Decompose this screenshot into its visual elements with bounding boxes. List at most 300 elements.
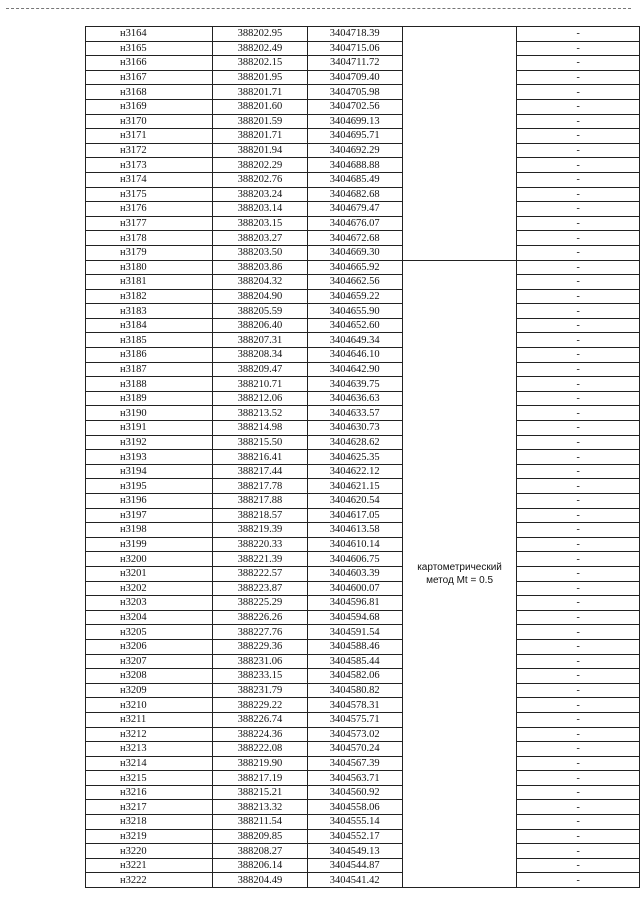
y-coordinate-cell: 3404646.10 <box>307 348 402 363</box>
x-coordinate-cell: 388208.27 <box>213 844 308 859</box>
table-row <box>86 537 640 552</box>
point-name-cell: н3198 <box>86 523 213 538</box>
point-name-cell: н3169 <box>86 99 213 114</box>
x-coordinate-cell: 388233.15 <box>213 669 308 684</box>
error-cell: - <box>517 596 640 611</box>
y-coordinate-cell: 3404567.39 <box>307 756 402 771</box>
y-coordinate-cell: 3404711.72 <box>307 56 402 71</box>
x-coordinate-cell: 388201.95 <box>213 70 308 85</box>
table-row <box>86 304 640 319</box>
point-name-cell: н3164 <box>86 27 213 42</box>
point-name-cell: н3216 <box>86 785 213 800</box>
x-coordinate-cell: 388214.98 <box>213 421 308 436</box>
table-row <box>86 333 640 348</box>
error-cell: - <box>517 348 640 363</box>
x-coordinate-cell: 388201.59 <box>213 114 308 129</box>
point-name-cell: н3165 <box>86 41 213 56</box>
y-coordinate-cell: 3404642.90 <box>307 362 402 377</box>
x-coordinate-cell: 388219.39 <box>213 523 308 538</box>
table-row <box>86 669 640 684</box>
point-name-cell: н3206 <box>86 639 213 654</box>
x-coordinate-cell: 388231.79 <box>213 683 308 698</box>
point-name-cell: н3201 <box>86 566 213 581</box>
point-name-cell: н3173 <box>86 158 213 173</box>
table-row <box>86 742 640 757</box>
table-row <box>86 683 640 698</box>
coordinates-table-body <box>86 27 640 888</box>
error-cell: - <box>517 56 640 71</box>
y-coordinate-cell: 3404591.54 <box>307 625 402 640</box>
error-cell: - <box>517 158 640 173</box>
error-cell: - <box>517 727 640 742</box>
table-row <box>86 275 640 290</box>
x-coordinate-cell: 388229.36 <box>213 639 308 654</box>
point-name-cell: н3182 <box>86 289 213 304</box>
x-coordinate-cell: 388202.49 <box>213 41 308 56</box>
point-name-cell: н3187 <box>86 362 213 377</box>
point-name-cell: н3205 <box>86 625 213 640</box>
point-name-cell: н3222 <box>86 873 213 888</box>
table-row <box>86 41 640 56</box>
point-name-cell: н3207 <box>86 654 213 669</box>
point-name-cell: н3176 <box>86 202 213 217</box>
error-cell: - <box>517 275 640 290</box>
error-cell: - <box>517 610 640 625</box>
point-name-cell: н3181 <box>86 275 213 290</box>
x-coordinate-cell: 388202.29 <box>213 158 308 173</box>
x-coordinate-cell: 388202.15 <box>213 56 308 71</box>
y-coordinate-cell: 3404578.31 <box>307 698 402 713</box>
table-row <box>86 873 640 888</box>
error-cell: - <box>517 858 640 873</box>
x-coordinate-cell: 388210.71 <box>213 377 308 392</box>
error-cell: - <box>517 70 640 85</box>
error-cell: - <box>517 99 640 114</box>
error-cell: - <box>517 698 640 713</box>
x-coordinate-cell: 388201.71 <box>213 129 308 144</box>
y-coordinate-cell: 3404613.58 <box>307 523 402 538</box>
error-cell: - <box>517 771 640 786</box>
table-row <box>86 99 640 114</box>
point-name-cell: н3168 <box>86 85 213 100</box>
y-coordinate-cell: 3404625.35 <box>307 450 402 465</box>
error-cell: - <box>517 129 640 144</box>
y-coordinate-cell: 3404705.98 <box>307 85 402 100</box>
y-coordinate-cell: 3404659.22 <box>307 289 402 304</box>
x-coordinate-cell: 388220.33 <box>213 537 308 552</box>
y-coordinate-cell: 3404552.17 <box>307 829 402 844</box>
x-coordinate-cell: 388206.14 <box>213 858 308 873</box>
table-row <box>86 858 640 873</box>
y-coordinate-cell: 3404560.92 <box>307 785 402 800</box>
point-name-cell: н3217 <box>86 800 213 815</box>
y-coordinate-cell: 3404544.87 <box>307 858 402 873</box>
y-coordinate-cell: 3404652.60 <box>307 318 402 333</box>
point-name-cell: н3190 <box>86 406 213 421</box>
point-name-cell: н3192 <box>86 435 213 450</box>
point-name-cell: н3170 <box>86 114 213 129</box>
table-row <box>86 172 640 187</box>
y-coordinate-cell: 3404541.42 <box>307 873 402 888</box>
point-name-cell: н3213 <box>86 742 213 757</box>
x-coordinate-cell: 388217.44 <box>213 464 308 479</box>
table-row <box>86 815 640 830</box>
x-coordinate-cell: 388209.47 <box>213 362 308 377</box>
point-name-cell: н3172 <box>86 143 213 158</box>
point-name-cell: н3178 <box>86 231 213 246</box>
y-coordinate-cell: 3404600.07 <box>307 581 402 596</box>
x-coordinate-cell: 388203.50 <box>213 245 308 260</box>
point-name-cell: н3208 <box>86 669 213 684</box>
point-name-cell: н3185 <box>86 333 213 348</box>
error-cell: - <box>517 85 640 100</box>
point-name-cell: н3186 <box>86 348 213 363</box>
error-cell: - <box>517 187 640 202</box>
y-coordinate-cell: 3404688.88 <box>307 158 402 173</box>
point-name-cell: н3211 <box>86 712 213 727</box>
y-coordinate-cell: 3404665.92 <box>307 260 402 275</box>
table-row <box>86 406 640 421</box>
error-cell: - <box>517 844 640 859</box>
table-row <box>86 70 640 85</box>
error-cell: - <box>517 406 640 421</box>
point-name-cell: н3200 <box>86 552 213 567</box>
x-coordinate-cell: 388206.40 <box>213 318 308 333</box>
table-row <box>86 129 640 144</box>
table-row <box>86 435 640 450</box>
y-coordinate-cell: 3404699.13 <box>307 114 402 129</box>
error-cell: - <box>517 260 640 275</box>
y-coordinate-cell: 3404617.05 <box>307 508 402 523</box>
table-row <box>86 260 640 275</box>
table-row <box>86 377 640 392</box>
y-coordinate-cell: 3404630.73 <box>307 421 402 436</box>
x-coordinate-cell: 388225.29 <box>213 596 308 611</box>
y-coordinate-cell: 3404621.15 <box>307 479 402 494</box>
point-name-cell: н3221 <box>86 858 213 873</box>
error-cell: - <box>517 421 640 436</box>
x-coordinate-cell: 388217.88 <box>213 494 308 509</box>
y-coordinate-cell: 3404709.40 <box>307 70 402 85</box>
x-coordinate-cell: 388203.24 <box>213 187 308 202</box>
y-coordinate-cell: 3404596.81 <box>307 596 402 611</box>
y-coordinate-cell: 3404606.75 <box>307 552 402 567</box>
point-name-cell: н3196 <box>86 494 213 509</box>
y-coordinate-cell: 3404649.34 <box>307 333 402 348</box>
point-name-cell: н3204 <box>86 610 213 625</box>
point-name-cell: н3179 <box>86 245 213 260</box>
point-name-cell: н3171 <box>86 129 213 144</box>
y-coordinate-cell: 3404549.13 <box>307 844 402 859</box>
error-cell: - <box>517 41 640 56</box>
y-coordinate-cell: 3404692.29 <box>307 143 402 158</box>
y-coordinate-cell: 3404573.02 <box>307 727 402 742</box>
y-coordinate-cell: 3404633.57 <box>307 406 402 421</box>
table-row <box>86 245 640 260</box>
table-row <box>86 187 640 202</box>
error-cell: - <box>517 245 640 260</box>
error-cell: - <box>517 231 640 246</box>
y-coordinate-cell: 3404628.62 <box>307 435 402 450</box>
error-cell: - <box>517 742 640 757</box>
y-coordinate-cell: 3404622.12 <box>307 464 402 479</box>
point-name-cell: н3191 <box>86 421 213 436</box>
error-cell: - <box>517 202 640 217</box>
y-coordinate-cell: 3404669.30 <box>307 245 402 260</box>
x-coordinate-cell: 388217.78 <box>213 479 308 494</box>
error-cell: - <box>517 639 640 654</box>
y-coordinate-cell: 3404679.47 <box>307 202 402 217</box>
y-coordinate-cell: 3404603.39 <box>307 566 402 581</box>
point-name-cell: н3210 <box>86 698 213 713</box>
x-coordinate-cell: 388201.71 <box>213 85 308 100</box>
y-coordinate-cell: 3404702.56 <box>307 99 402 114</box>
error-cell: - <box>517 712 640 727</box>
point-name-cell: н3218 <box>86 815 213 830</box>
table-row <box>86 785 640 800</box>
error-cell: - <box>517 333 640 348</box>
error-cell: - <box>517 815 640 830</box>
y-coordinate-cell: 3404620.54 <box>307 494 402 509</box>
error-cell: - <box>517 464 640 479</box>
error-cell: - <box>517 391 640 406</box>
x-coordinate-cell: 388205.59 <box>213 304 308 319</box>
error-cell: - <box>517 829 640 844</box>
error-cell: - <box>517 581 640 596</box>
error-cell: - <box>517 552 640 567</box>
x-coordinate-cell: 388204.90 <box>213 289 308 304</box>
x-coordinate-cell: 388216.41 <box>213 450 308 465</box>
table-row <box>86 523 640 538</box>
error-cell: - <box>517 523 640 538</box>
table-row <box>86 391 640 406</box>
coordinates-table <box>85 26 640 888</box>
error-cell: - <box>517 114 640 129</box>
error-cell: - <box>517 362 640 377</box>
table-row <box>86 231 640 246</box>
x-coordinate-cell: 388224.36 <box>213 727 308 742</box>
x-coordinate-cell: 388202.95 <box>213 27 308 42</box>
y-coordinate-cell: 3404588.46 <box>307 639 402 654</box>
x-coordinate-cell: 388229.22 <box>213 698 308 713</box>
table-row <box>86 508 640 523</box>
table-row <box>86 318 640 333</box>
error-cell: - <box>517 669 640 684</box>
table-row <box>86 566 640 581</box>
y-coordinate-cell: 3404575.71 <box>307 712 402 727</box>
table-row <box>86 829 640 844</box>
y-coordinate-cell: 3404672.68 <box>307 231 402 246</box>
x-coordinate-cell: 388215.21 <box>213 785 308 800</box>
y-coordinate-cell: 3404580.82 <box>307 683 402 698</box>
point-name-cell: н3180 <box>86 260 213 275</box>
point-name-cell: н3215 <box>86 771 213 786</box>
y-coordinate-cell: 3404558.06 <box>307 800 402 815</box>
table-row <box>86 450 640 465</box>
table-row <box>86 27 640 42</box>
x-coordinate-cell: 388201.94 <box>213 143 308 158</box>
y-coordinate-cell: 3404555.14 <box>307 815 402 830</box>
y-coordinate-cell: 3404585.44 <box>307 654 402 669</box>
header-scan-line <box>6 8 631 9</box>
method-cell-empty <box>402 27 517 261</box>
table-row <box>86 844 640 859</box>
x-coordinate-cell: 388226.26 <box>213 610 308 625</box>
error-cell: - <box>517 304 640 319</box>
y-coordinate-cell: 3404639.75 <box>307 377 402 392</box>
table-row <box>86 202 640 217</box>
table-row <box>86 727 640 742</box>
method-cell: картометрический метод Mt = 0.5 <box>402 260 517 888</box>
x-coordinate-cell: 388208.34 <box>213 348 308 363</box>
x-coordinate-cell: 388212.06 <box>213 391 308 406</box>
y-coordinate-cell: 3404676.07 <box>307 216 402 231</box>
error-cell: - <box>517 537 640 552</box>
table-row <box>86 698 640 713</box>
y-coordinate-cell: 3404636.63 <box>307 391 402 406</box>
error-cell: - <box>517 785 640 800</box>
x-coordinate-cell: 388211.54 <box>213 815 308 830</box>
point-name-cell: н3194 <box>86 464 213 479</box>
x-coordinate-cell: 388204.32 <box>213 275 308 290</box>
table-row <box>86 289 640 304</box>
error-cell: - <box>517 625 640 640</box>
error-cell: - <box>517 508 640 523</box>
error-cell: - <box>517 450 640 465</box>
table-row <box>86 610 640 625</box>
point-name-cell: н3166 <box>86 56 213 71</box>
table-row <box>86 114 640 129</box>
table-row <box>86 581 640 596</box>
table-row <box>86 639 640 654</box>
y-coordinate-cell: 3404563.71 <box>307 771 402 786</box>
error-cell: - <box>517 143 640 158</box>
x-coordinate-cell: 388218.57 <box>213 508 308 523</box>
point-name-cell: н3212 <box>86 727 213 742</box>
point-name-cell: н3175 <box>86 187 213 202</box>
y-coordinate-cell: 3404715.06 <box>307 41 402 56</box>
error-cell: - <box>517 377 640 392</box>
x-coordinate-cell: 388203.86 <box>213 260 308 275</box>
x-coordinate-cell: 388222.57 <box>213 566 308 581</box>
point-name-cell: н3220 <box>86 844 213 859</box>
point-name-cell: н3197 <box>86 508 213 523</box>
point-name-cell: н3203 <box>86 596 213 611</box>
x-coordinate-cell: 388203.27 <box>213 231 308 246</box>
x-coordinate-cell: 388221.39 <box>213 552 308 567</box>
point-name-cell: н3174 <box>86 172 213 187</box>
point-name-cell: н3202 <box>86 581 213 596</box>
error-cell: - <box>517 683 640 698</box>
table-row <box>86 625 640 640</box>
x-coordinate-cell: 388203.15 <box>213 216 308 231</box>
x-coordinate-cell: 388223.87 <box>213 581 308 596</box>
point-name-cell: н3189 <box>86 391 213 406</box>
point-name-cell: н3177 <box>86 216 213 231</box>
table-row <box>86 464 640 479</box>
y-coordinate-cell: 3404662.56 <box>307 275 402 290</box>
error-cell: - <box>517 800 640 815</box>
error-cell: - <box>517 494 640 509</box>
error-cell: - <box>517 479 640 494</box>
table-row <box>86 596 640 611</box>
y-coordinate-cell: 3404582.06 <box>307 669 402 684</box>
x-coordinate-cell: 388207.31 <box>213 333 308 348</box>
error-cell: - <box>517 172 640 187</box>
table-row <box>86 771 640 786</box>
table-row <box>86 552 640 567</box>
point-name-cell: н3195 <box>86 479 213 494</box>
y-coordinate-cell: 3404682.68 <box>307 187 402 202</box>
y-coordinate-cell: 3404718.39 <box>307 27 402 42</box>
table-row <box>86 494 640 509</box>
point-name-cell: н3183 <box>86 304 213 319</box>
x-coordinate-cell: 388215.50 <box>213 435 308 450</box>
x-coordinate-cell: 388202.76 <box>213 172 308 187</box>
y-coordinate-cell: 3404610.14 <box>307 537 402 552</box>
table-row <box>86 712 640 727</box>
x-coordinate-cell: 388203.14 <box>213 202 308 217</box>
x-coordinate-cell: 388219.90 <box>213 756 308 771</box>
error-cell: - <box>517 216 640 231</box>
table-row <box>86 216 640 231</box>
x-coordinate-cell: 388226.74 <box>213 712 308 727</box>
point-name-cell: н3199 <box>86 537 213 552</box>
table-row <box>86 479 640 494</box>
y-coordinate-cell: 3404570.24 <box>307 742 402 757</box>
error-cell: - <box>517 873 640 888</box>
table-row <box>86 348 640 363</box>
table-row <box>86 85 640 100</box>
y-coordinate-cell: 3404695.71 <box>307 129 402 144</box>
x-coordinate-cell: 388227.76 <box>213 625 308 640</box>
point-name-cell: н3193 <box>86 450 213 465</box>
table-row <box>86 158 640 173</box>
y-coordinate-cell: 3404685.49 <box>307 172 402 187</box>
x-coordinate-cell: 388201.60 <box>213 99 308 114</box>
error-cell: - <box>517 318 640 333</box>
x-coordinate-cell: 388231.06 <box>213 654 308 669</box>
x-coordinate-cell: 388204.49 <box>213 873 308 888</box>
error-cell: - <box>517 756 640 771</box>
table-row <box>86 362 640 377</box>
table-row <box>86 143 640 158</box>
table-row <box>86 654 640 669</box>
y-coordinate-cell: 3404594.68 <box>307 610 402 625</box>
point-name-cell: н3167 <box>86 70 213 85</box>
x-coordinate-cell: 388217.19 <box>213 771 308 786</box>
x-coordinate-cell: 388213.32 <box>213 800 308 815</box>
error-cell: - <box>517 435 640 450</box>
table-row <box>86 756 640 771</box>
point-name-cell: н3219 <box>86 829 213 844</box>
x-coordinate-cell: 388222.08 <box>213 742 308 757</box>
error-cell: - <box>517 27 640 42</box>
x-coordinate-cell: 388209.85 <box>213 829 308 844</box>
table-row <box>86 800 640 815</box>
error-cell: - <box>517 566 640 581</box>
table-row <box>86 56 640 71</box>
x-coordinate-cell: 388213.52 <box>213 406 308 421</box>
point-name-cell: н3209 <box>86 683 213 698</box>
table-row <box>86 421 640 436</box>
error-cell: - <box>517 654 640 669</box>
point-name-cell: н3184 <box>86 318 213 333</box>
point-name-cell: н3214 <box>86 756 213 771</box>
point-name-cell: н3188 <box>86 377 213 392</box>
error-cell: - <box>517 289 640 304</box>
y-coordinate-cell: 3404655.90 <box>307 304 402 319</box>
